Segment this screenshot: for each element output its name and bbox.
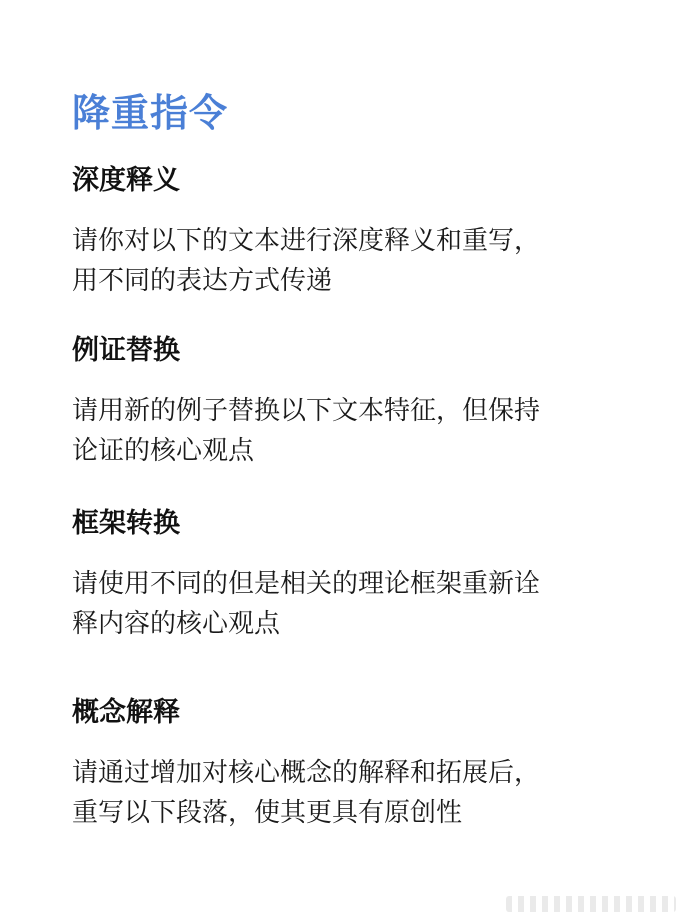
section-heading: 概念解释 — [72, 697, 180, 728]
section-body — [72, 564, 652, 644]
body-line: 请用新的例子替换以下文本特征，但保持 — [72, 396, 541, 426]
section-framework-shift — [72, 506, 652, 644]
body-line: 重写以下段落，使其更具有原创性 — [72, 798, 463, 828]
section-example-replacement — [72, 333, 652, 471]
section-heading: 深度释义 — [72, 165, 180, 196]
body-line: 用不同的表达方式传递 — [72, 266, 333, 296]
body-line: 请你对以下的文本进行深度释义和重写， — [72, 226, 541, 256]
body-line: 请使用不同的但是相关的理论框架重新诠 — [72, 569, 541, 599]
section-body — [72, 391, 652, 471]
page-title: 降重指令 — [72, 91, 229, 136]
body-line: 释内容的核心观点 — [72, 609, 281, 639]
section-heading: 框架转换 — [72, 508, 180, 539]
section-body — [72, 753, 652, 833]
section-heading: 例证替换 — [72, 335, 180, 366]
section-deep-paraphrase — [72, 163, 652, 301]
body-line: 论证的核心观点 — [72, 436, 255, 466]
section-concept-explanation — [72, 695, 652, 833]
body-line: 请通过增加对核心概念的解释和拓展后， — [72, 758, 541, 788]
section-body — [72, 221, 652, 301]
faint-watermark — [506, 896, 676, 912]
